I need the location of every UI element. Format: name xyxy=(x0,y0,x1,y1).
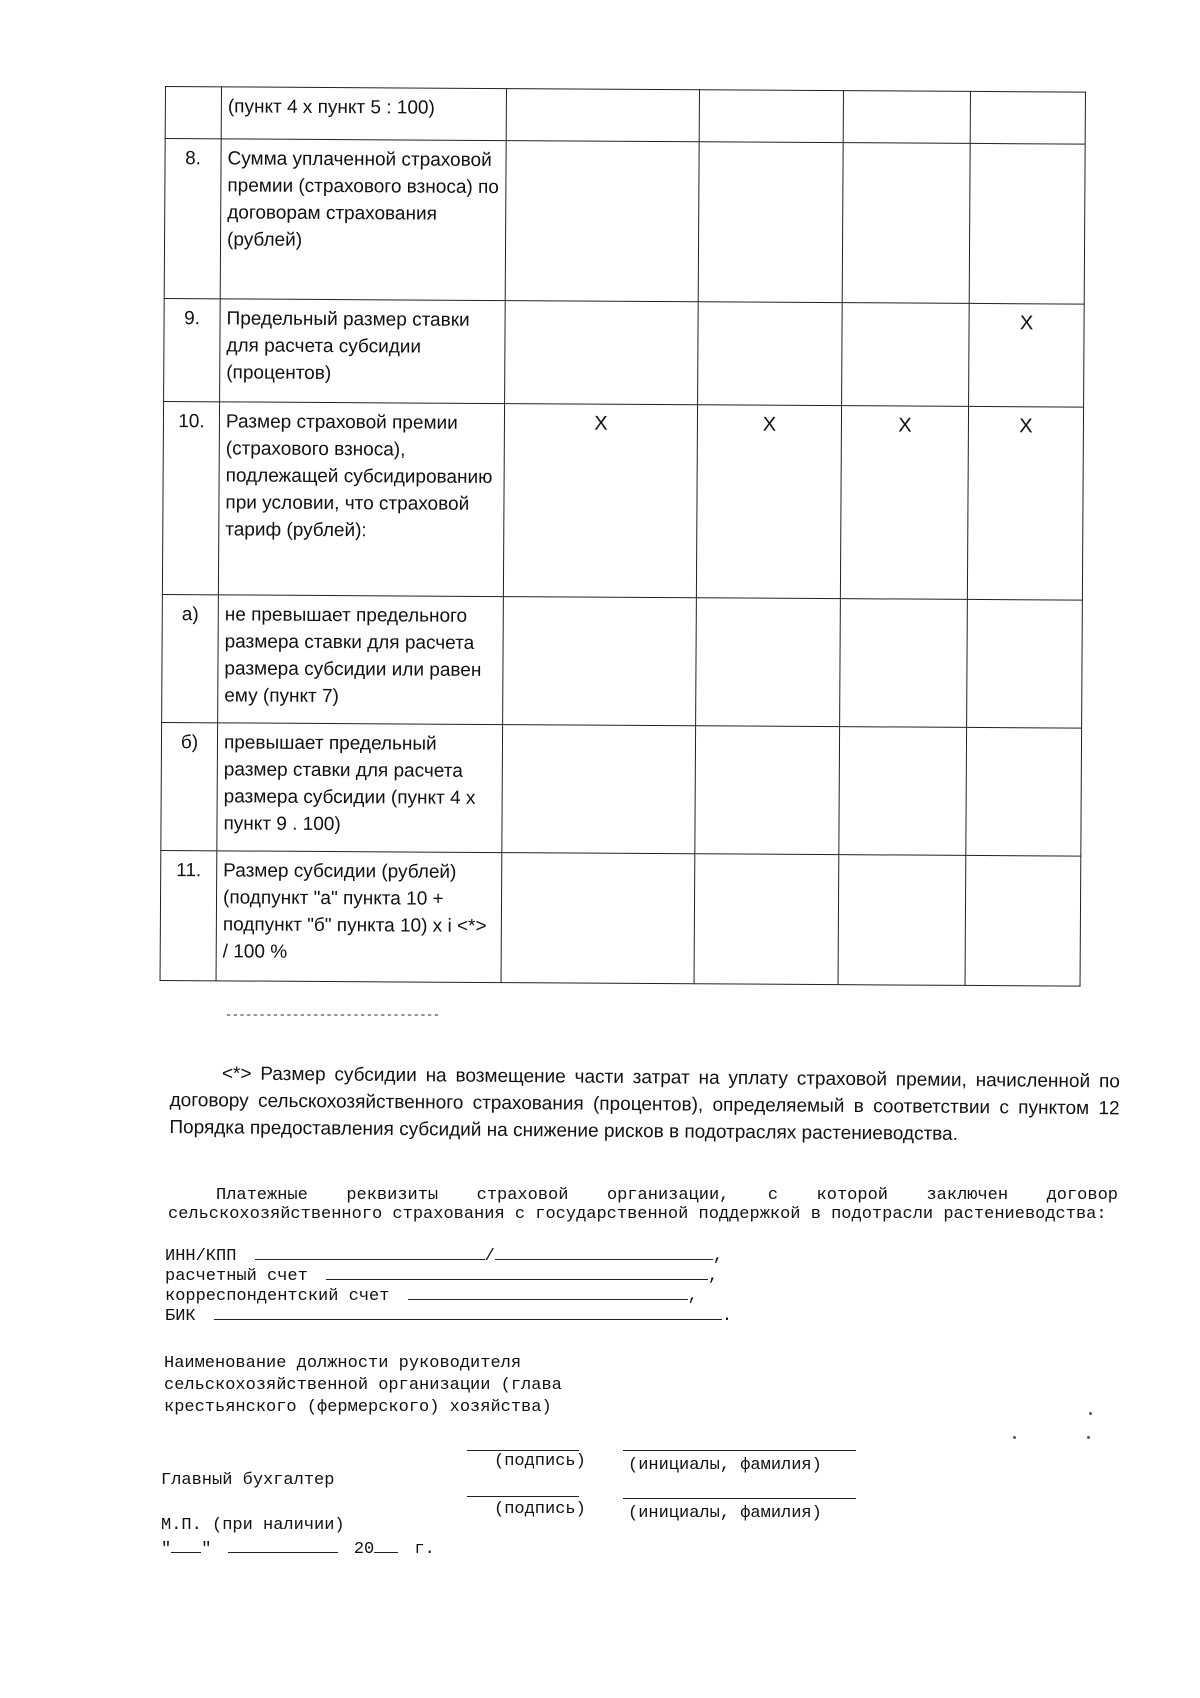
corr-account-field[interactable] xyxy=(408,1285,688,1300)
bik-field[interactable] xyxy=(214,1305,722,1320)
date-suffix: г. xyxy=(414,1540,435,1559)
account-row xyxy=(165,1265,718,1287)
head-signature-caption: (подпись) xyxy=(494,1452,586,1471)
accountant-name-caption: (инициалы, фамилия) xyxy=(628,1504,822,1523)
corr-account-comma: , xyxy=(687,1287,698,1306)
account-comma: , xyxy=(708,1267,719,1286)
row-number: а) xyxy=(162,594,219,722)
account-field[interactable] xyxy=(326,1265,708,1280)
value-cell xyxy=(966,727,1082,856)
value-cell xyxy=(969,143,1085,304)
corr-account-label: корреспондентский счет xyxy=(165,1287,390,1306)
corr-account-row xyxy=(165,1285,698,1307)
inn-comma: , xyxy=(712,1247,724,1266)
date-day-field[interactable] xyxy=(171,1538,201,1553)
inn-field[interactable] xyxy=(255,1245,485,1260)
row-number: 10. xyxy=(162,401,219,594)
value-cell xyxy=(505,141,699,302)
value-cell xyxy=(840,599,968,728)
row-number xyxy=(165,87,221,139)
row-description: Предельный размер ставки для расчета субсидии (процентов) xyxy=(220,299,506,404)
value-cell xyxy=(506,89,699,142)
head-signature-line[interactable] xyxy=(467,1450,579,1451)
head-name-line[interactable] xyxy=(623,1450,856,1451)
value-cell xyxy=(842,143,970,304)
chief-accountant-label: Главный бухгалтер xyxy=(161,1471,335,1490)
date-quote-open: " xyxy=(161,1540,172,1559)
value-cell: X xyxy=(967,406,1083,600)
value-cell: X xyxy=(503,404,697,598)
date-quote-close: " xyxy=(201,1540,212,1559)
stamp-label: М.П. (при наличии) xyxy=(161,1516,345,1535)
table-row xyxy=(162,594,1083,728)
footnote-separator: -------------------------------- xyxy=(225,1008,440,1022)
inn-kpp-label: ИНН/КПП xyxy=(165,1247,237,1266)
row-description: превышает предельный размер ставки для расчета размера субсидии (пункт 4 х пункт 9 . 100) xyxy=(217,723,503,853)
value-cell xyxy=(843,91,970,144)
value-cell: X xyxy=(696,405,841,599)
table-row xyxy=(162,401,1083,600)
value-cell: X xyxy=(840,406,968,600)
row-description: (пункт 4 х пункт 5 : 100) xyxy=(221,87,506,141)
table-row xyxy=(165,87,1085,145)
value-cell xyxy=(838,855,966,986)
account-label: расчетный счет xyxy=(165,1267,308,1286)
accountant-signature-caption: (подпись) xyxy=(494,1500,586,1519)
row-description: не превышает предельного размера ставки для расчета размера субсидии или равен ему (пункт 7) xyxy=(218,595,504,725)
value-cell xyxy=(965,855,1081,986)
date-month-field[interactable] xyxy=(228,1538,338,1553)
value-cell xyxy=(698,142,843,303)
date-year-prefix: 20 xyxy=(353,1540,375,1559)
value-cell xyxy=(694,854,839,985)
inn-kpp-row xyxy=(165,1245,723,1267)
row-number: 11. xyxy=(160,850,217,980)
scan-speck xyxy=(1089,1412,1092,1415)
row-description: Размер субсидии (рублей) (подпункт "а" пункта 10 + подпункт "б" пункта 10) х i <*> / 100 % xyxy=(216,851,502,983)
scan-speck xyxy=(1087,1436,1090,1439)
head-position-title: Наименование должности руководителя сельскохозяйственной организации (глава крестьянского (фермерского) хозяйства) xyxy=(164,1354,562,1417)
table-row xyxy=(164,298,1085,407)
table-row xyxy=(164,139,1085,305)
accountant-signature-line[interactable] xyxy=(467,1496,579,1497)
table-row xyxy=(160,850,1081,986)
value-cell xyxy=(503,597,697,726)
value-cell xyxy=(501,853,695,984)
date-row xyxy=(161,1538,435,1560)
value-cell xyxy=(970,91,1085,144)
kpp-field[interactable] xyxy=(495,1245,713,1260)
scan-speck xyxy=(1013,1436,1016,1439)
subsidy-calculation-table xyxy=(160,86,1086,987)
row-number: 8. xyxy=(164,139,221,299)
date-year-field[interactable] xyxy=(374,1538,398,1553)
bik-label: БИК xyxy=(165,1307,196,1326)
bik-row xyxy=(165,1305,732,1327)
value-cell xyxy=(699,90,843,143)
row-number: 9. xyxy=(164,298,221,401)
table-row xyxy=(161,722,1082,856)
accountant-name-line[interactable] xyxy=(623,1498,856,1499)
value-cell xyxy=(698,302,843,406)
value-cell xyxy=(839,727,967,856)
value-cell xyxy=(505,301,699,405)
inn-separator: / xyxy=(484,1247,495,1266)
bik-period: . xyxy=(721,1307,733,1326)
value-cell xyxy=(696,598,841,727)
footnote-text: <*> Размер субсидии на возмещение части затрат на уплату страховой премии, начисленной по договору сельскохозяйственного страхования (процентов), определяемый в соответствии с пунктом 12 Порядка предоставления субсидий на снижение рисков в подотраслях растениеводства. xyxy=(169,1063,1120,1145)
payment-details-intro: Платежные реквизиты страховой организации, с которой заключен договор сельскохозяйственного страхования с государственной поддержкой в подотрасли растениеводства: xyxy=(168,1186,1118,1224)
value-cell xyxy=(695,726,840,855)
value-cell xyxy=(502,725,696,854)
value-cell xyxy=(842,303,970,407)
row-description: Сумма уплаченной страховой премии (страхового взноса) по договорам страхования (рублей) xyxy=(220,139,506,301)
value-cell: X xyxy=(969,303,1085,407)
head-name-caption: (инициалы, фамилия) xyxy=(628,1456,822,1475)
row-description: Размер страховой премии (страхового взноса), подлежащей субсидированию при условии, что страховой тариф (рублей): xyxy=(218,402,504,597)
value-cell xyxy=(967,599,1083,728)
row-number: б) xyxy=(161,722,218,850)
